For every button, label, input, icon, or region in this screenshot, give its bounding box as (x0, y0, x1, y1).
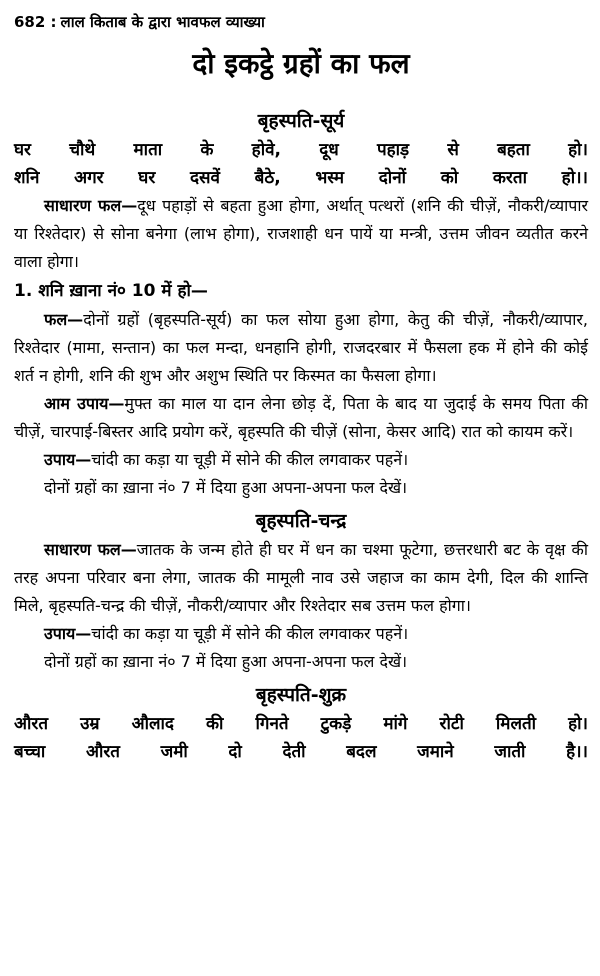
case-subheading: 1. शनि ख़ाना नं० 10 में हो— (14, 281, 208, 301)
result-label: फल— (44, 310, 84, 329)
general-result-paragraph (14, 536, 588, 620)
chapter-title: दो इकट्ठे ग्रहों का फल (192, 47, 410, 80)
section-title-jupiter-sun: बृहस्पति-सूर्य (257, 110, 345, 132)
general-result-label: साधारण फल— (44, 540, 137, 559)
note-paragraph: दोनों ग्रहों का ख़ाना नं० 7 में दिया हुआ अपना-अपना फल देखें। (44, 652, 408, 671)
remedy-text: चांदी का कड़ा या चूड़ी में सोने की कील लगवाकर पहनें। (91, 450, 409, 469)
verse-line: बच्चा औरत जमी दो देती बदल जमाने जाती है।। (14, 742, 588, 762)
common-remedy-text: मुफ्त का माल या दान लेना छोड़ दें, पिता के बाद या जुदाई के समय पिता की चीज़ें, चारपाई-बिस्तर आदि प्रयोग करें, बृहस्पति की चीज़ें (सोना, केसर आदि) रात को कायम करें। (14, 394, 588, 441)
running-header (14, 10, 588, 34)
remedy-paragraph (14, 446, 588, 474)
remedy-paragraph (14, 620, 588, 648)
general-result-label: साधारण फल— (44, 196, 138, 215)
general-result-text: जातक के जन्म होते ही घर में धन का चश्मा फूटेगा, छत्तरधारी बट के वृक्ष की तरह अपना परिवार बना लेगा, जातक की मामूली नाव उसे जहाज का काम देगी, दिल की शान्ति मिले, बृहस्पति-चन्द्र की चीज़ें, नौकरी/व्यापार और रिश्तेदार सब उत्तम फल होगा। (14, 540, 588, 615)
note-paragraph: दोनों ग्रहों का ख़ाना नं० 7 में दिया हुआ अपना-अपना फल देखें। (44, 478, 408, 497)
book-title: लाल किताब के द्वारा भावफल व्याख्या (60, 13, 265, 31)
verse-line: घर चौथे माता के होवे, दूध पहाड़ से बहता हो। (14, 140, 588, 160)
result-paragraph (14, 306, 588, 390)
remedy-label: उपाय— (44, 624, 92, 643)
section-title-jupiter-moon: बृहस्पति-चन्द्र (255, 510, 347, 532)
result-text: दोनों ग्रहों (बृहस्पति-सूर्य) का फल सोया हुआ होगा, केतु की चीज़ें, नौकरी/व्यापार, रिश्तेदार (मामा, सन्तान) का फल मन्दा, धनहानि होगी, राजदरबार में फैसला हक में होने की कोई शर्त न होगी, शनि की शुभ और अशुभ स्थिति पर किस्मत का फैसला होगा। (14, 310, 588, 385)
general-result-paragraph (14, 192, 588, 276)
remedy-label: उपाय— (44, 450, 92, 469)
page-number: 682 : (14, 13, 57, 31)
verse-line: शनि अगर घर दसवें बैठे, भस्म दोनों को करता हो।। (14, 168, 588, 188)
remedy-text: चांदी का कड़ा या चूड़ी में सोने की कील लगवाकर पहनें। (91, 624, 409, 643)
verse-line: औरत उम्र औलाद की गिनते टुकड़े मांगे रोटी मिलती हो। (14, 714, 588, 734)
common-remedy-paragraph (14, 390, 588, 446)
section-title-jupiter-venus: बृहस्पति-शुक्र (255, 684, 347, 706)
common-remedy-label: आम उपाय— (44, 394, 125, 413)
general-result-text: दूध पहाड़ों से बहता हुआ होगा, अर्थात् पत्थरों (शनि की चीज़ें, नौकरी/व्यापार या रिश्तेदार) से सोना बनेगा (लाभ होगा), राजशाही धन पायें या मन्त्री, उत्तम जीवन व्यतीत करने वाला होगा। (14, 196, 589, 271)
